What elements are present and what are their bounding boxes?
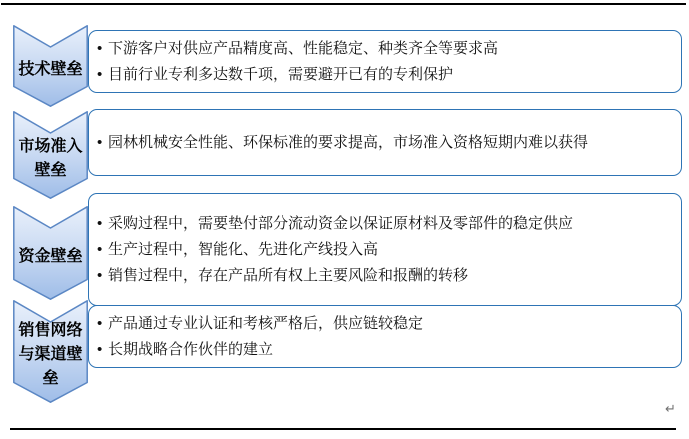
bullet-marker: • <box>97 314 103 332</box>
bullet-text: 销售过程中，存在产品所有权上主要风险和报酬的转移 <box>108 266 469 284</box>
chevron-arrow-technical-barrier <box>13 25 88 107</box>
chevron-arrow-capital-barrier <box>13 206 88 300</box>
bullet-item <box>97 62 669 88</box>
bottom-horizontal-rule <box>10 428 676 430</box>
bullet-item <box>97 130 669 156</box>
bullet-marker: • <box>97 65 103 83</box>
top-horizontal-rule <box>1 3 686 5</box>
bullet-text: 采购过程中，需要垫付部分流动资金以保证原材料及零部件的稳定供应 <box>108 214 574 232</box>
callout-box-market-access-barrier <box>88 109 682 176</box>
bullet-text: 下游客户对供应产品精度高、性能稳定、种类齐全等要求高 <box>108 39 499 57</box>
arrow-label: 市场准入壁垒 <box>18 137 83 179</box>
bullet-marker: • <box>97 240 103 258</box>
callout-box-capital-barrier <box>88 193 682 306</box>
callout-box-sales-channel-barrier <box>88 305 682 368</box>
arrow-label: 资金壁垒 <box>18 247 83 265</box>
callout-box-technical-barrier <box>88 30 682 93</box>
bullet-item <box>97 311 669 337</box>
bullet-marker: • <box>97 266 103 284</box>
chevron-arrow-market-access-barrier <box>13 111 88 199</box>
bullet-text: 生产过程中，智能化、先进化产线投入高 <box>108 240 379 258</box>
bullet-item <box>97 337 669 363</box>
paragraph-return-mark: ↵ <box>665 401 676 416</box>
bullet-item <box>97 36 669 62</box>
bullet-marker: • <box>97 340 103 358</box>
bullet-text: 目前行业专利多达数千项，需要避开已有的专利保护 <box>108 65 454 83</box>
bullet-marker: • <box>97 214 103 232</box>
bullet-text: 长期战略合作伙伴的建立 <box>108 340 274 358</box>
bullet-marker: • <box>97 133 103 151</box>
arrow-label: 销售网络与渠道壁垒 <box>18 322 83 387</box>
bullet-item <box>97 211 669 237</box>
bullet-text: 产品通过专业认证和考核严格后，供应链较稳定 <box>108 314 424 332</box>
bullet-marker: • <box>97 39 103 57</box>
bullet-text: 园林机械安全性能、环保标准的要求提高，市场准入资格短期内难以获得 <box>108 133 589 151</box>
chevron-arrow-sales-channel-barrier <box>13 300 88 403</box>
bullet-item <box>97 263 669 289</box>
arrow-label: 技术壁垒 <box>18 60 83 78</box>
bullet-item <box>97 237 669 263</box>
